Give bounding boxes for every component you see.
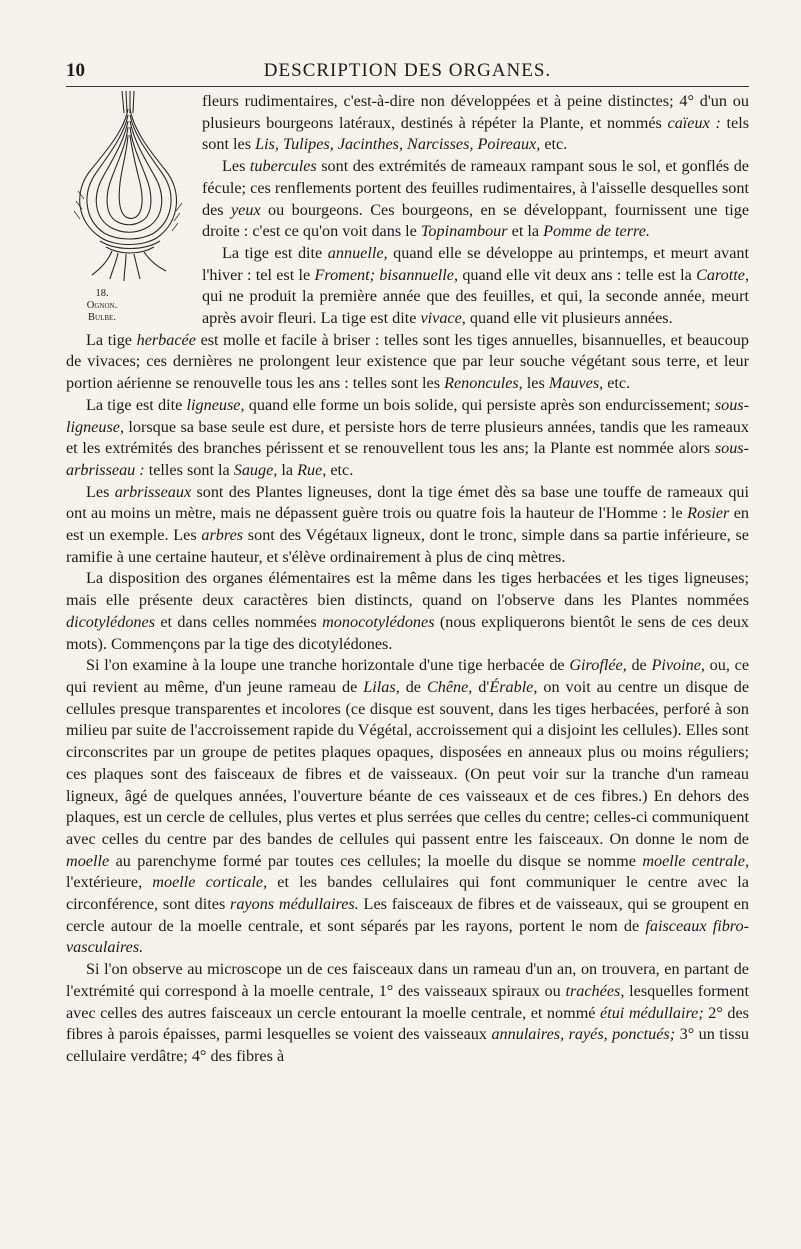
running-header [66,60,749,84]
paragraph: Les tubercules sont des extrémités de rameaux rampant sous le sol, et gonflés de fécule; ces renflements portent des feuilles rudimentaires, à l'aisselle desquelles sont des yeux ou bourgeons. Ces bourgeons, en se développant, fournissent une tige droite : c'est ce qu'on voit dans le Topinambour et la Pomme de terre. [202,157,749,241]
text-body [66,91,749,1068]
paragraph: fleurs rudimentaires, c'est-à-dire non développées et à peine distinctes; 4° d'un ou plusieurs bourgeons latéraux, destinés à répéter la Plante, et nommés caïeux : tels sont les Lis, Tulipes, Jacinthes, Narcisses, Poireaux, etc. [202,92,749,154]
figure-title: Ognon. [86,300,118,311]
page-number: 10 [66,60,85,81]
paragraph: Si l'on observe au microscope un de ces faisceaux dans un rameau d'un an, on trouvera, en partant de l'extrémité qui correspond à la moelle centrale, 1° des vaisseaux spiraux ou trachées, lesquelles forment avec celles des autres faisceaux un cercle entourant la moelle centrale, et nommé étui médullaire; 2° des fibres à parois épaisses, parmi lesquelles se voient des vaisseaux annulaires, rayés, ponctués; 3° un tissu cellulaire verdâtre; 4° des fibres à [66,960,749,1065]
onion-bulb-illustration [66,91,194,286]
paragraph: La tige est dite annuelle, quand elle se développe au printemps, et meurt avant l'hiver : tel est le Froment; bisannuelle, quand elle vit deux ans : telle est la Carotte, qui ne produit la première année que des feuilles, et qui, la seconde année, meurt après avoir fleuri. La tige est dite vivace, quand elle vit plusieurs années. [202,243,749,328]
paragraph: La disposition des organes élémentaires est la même dans les tiges herbacées et les tiges ligneuses; mais elle présente deux caractères bien distincts, quand on l'observe dans les Plantes nommées dicotylédones et dans celles nommées monocotylédones (nous expliquerons bientôt le sens de ces deux mots). Commençons par la tige des dicotylédones. [66,569,749,653]
onion-bulb-figure [66,91,194,329]
running-title: DESCRIPTION DES ORGANES. [263,60,552,81]
paragraph: Si l'on examine à la loupe une tranche horizontale d'une tige herbacée de Giroflée, de Pivoine, ou, ce qui revient au même, d'un jeune rameau de Lilas, de Chêne, d'Érable, on voit au centre un disque de cellules presque transparentes et incolores (ce disque est souvent, dans les tiges herbacées, perforé à son milieu par suite de l'accroissement rapide du Végétal, accroissement qui a disjoint les cellules). Elles sont circonscrites par un groupe de petites plaques opaques, disposées en anneaux plus ou moins réguliers; ces plaques sont des faisceaux de fibres et de vaisseaux. (On peut voir sur la tranche d'un rameau ligneux, âgé de quelques années, l'ouverture béante de ces vaisseaux et de ces fibres.) En dehors des plaques, est un cercle de cellules, plus vertes et plus serrées que celles du centre; celles-ci communiquent avec celles du centre par des bandes de cellules qui passent entre les faisceaux. On donne le nom de moelle au parenchyme formé par toutes ces cellules; la moelle du disque se nomme moelle centrale, l'extérieure, moelle corticale, et les bandes cellulaires qui font communiquer le centre avec la circonférence, sont dites rayons médullaires. Les faisceaux de fibres et de vaisseaux, qui se groupent en cercle autour de la moelle centrale, et sont séparés par les rayons, portent le nom de faisceaux fibro-vasculaires. [66,656,750,957]
figure-number: 18. [95,288,109,299]
figure-subtitle: Bulbe. [88,312,116,323]
figure-caption [72,288,132,324]
paragraph: La tige est dite ligneuse, quand elle forme un bois solide, qui persiste après son endurcissement; sous-ligneuse, lorsque sa base seule est dure, et persiste hors de terre plusieurs années, tandis que les rameaux et les extrémités des branches périssent et se renouvellent tous les ans; la Plante est nommée alors sous-arbrisseau : telles sont la Sauge, la Rue, etc. [66,395,749,479]
paragraph: La tige herbacée est molle et facile à briser : telles sont les tiges annuelles, bisannuelles, et beaucoup de vivaces; ces dernières ne prolongent leur existence que par leur souche végétant sous terre, et leur portion aérienne se renouvelle tous les ans : telles sont les Renoncules, les Mauves, etc. [66,330,749,393]
header-rule [66,86,749,87]
paragraph: Les arbrisseaux sont des Plantes ligneuses, dont la tige émet dès sa base une touffe de rameaux qui ont au moins un mètre, mais ne dépassent guère trois ou quatre fois la hauteur de l'Homme : le Rosier en est un exemple. Les arbres sont des Végétaux ligneux, dont le tronc, simple dans sa partie inférieure, se ramifie à une certaine hauteur, et s'élève ordinairement à plus de cinq mètres. [66,482,749,566]
